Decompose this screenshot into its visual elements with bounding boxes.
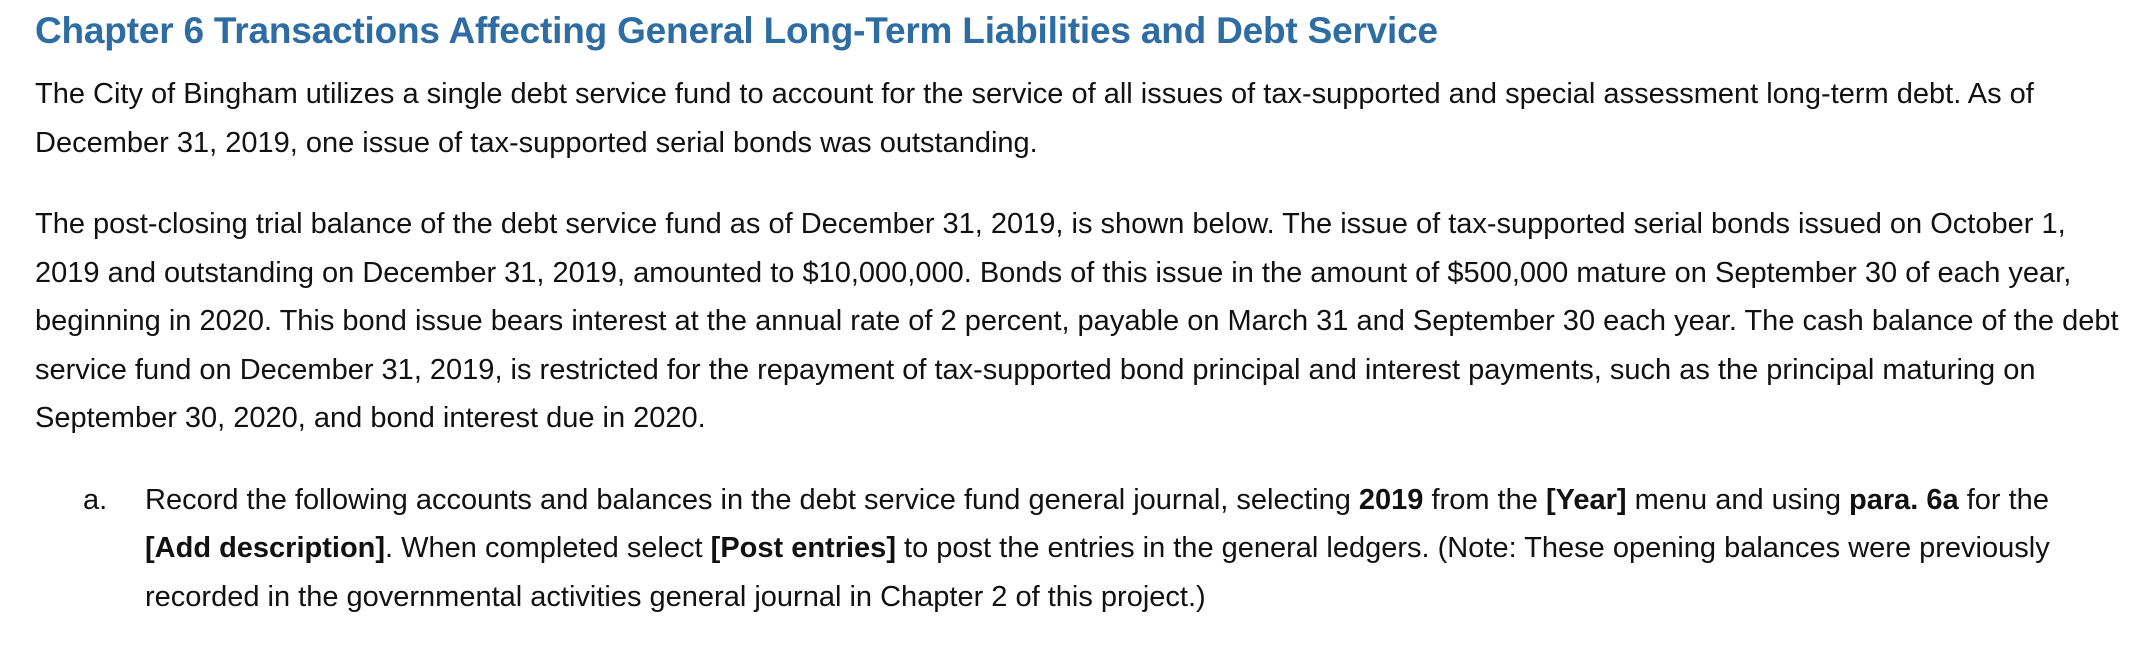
description-value: para. 6a (1849, 483, 1959, 516)
add-description-ref: [Add description] (145, 532, 386, 564)
year-menu-ref: [Year] (1545, 483, 1627, 516)
item-text-3: menu and using (1626, 483, 1850, 516)
list-item-a (35, 476, 2120, 622)
intro-paragraph: The City of Bingham utilizes a single debt service fund to account for the service of all issues of tax-supported and special assessment long-term debt. As of December 31, 2019, one issue of tax-supported serial bonds was outstanding. (35, 78, 2034, 159)
item-text-4: for the (1958, 483, 2049, 516)
chapter-title: Chapter 6 Transactions Affecting General Long-Term Liabilities and Debt Service (35, 10, 1438, 51)
trial-balance-paragraph: The post-closing trial balance of the debt service fund as of December 31, 2019, is shown below. The issue of tax-supported serial bonds issued on October 1, 2019 and outstanding on December 31, 2019, amounted to $10,000,000. Bonds of this issue in the amount of $500,000 mature on September 30 of each year, beginning in 2020. This bond issue bears interest at the annual rate of 2 percent, payable on March 31 and September 30 each year. The cash balance of the debt service fund on December 31, 2019, is restricted for the repayment of tax-supported bond principal and interest payments, such as the principal maturing on September 30, 2020, and bond interest due in 2020. (35, 208, 2119, 434)
year-value: 2019 (1358, 483, 1424, 516)
post-entries-ref: [Post entries] (710, 532, 896, 564)
list-item-marker: a. (83, 483, 108, 516)
item-text-6: to post the entries in the general ledgers. (Note: These opening balances were previously recorded in the governmental activities general journal in Chapter 2 of this project.) (145, 532, 2050, 613)
item-text-1: Record the following accounts and balances in the debt service fund general journal, selecting (145, 483, 1359, 516)
item-text-2: from the (1423, 483, 1546, 516)
list-item-body (145, 476, 2120, 622)
item-text-5: . When completed select (385, 532, 711, 564)
